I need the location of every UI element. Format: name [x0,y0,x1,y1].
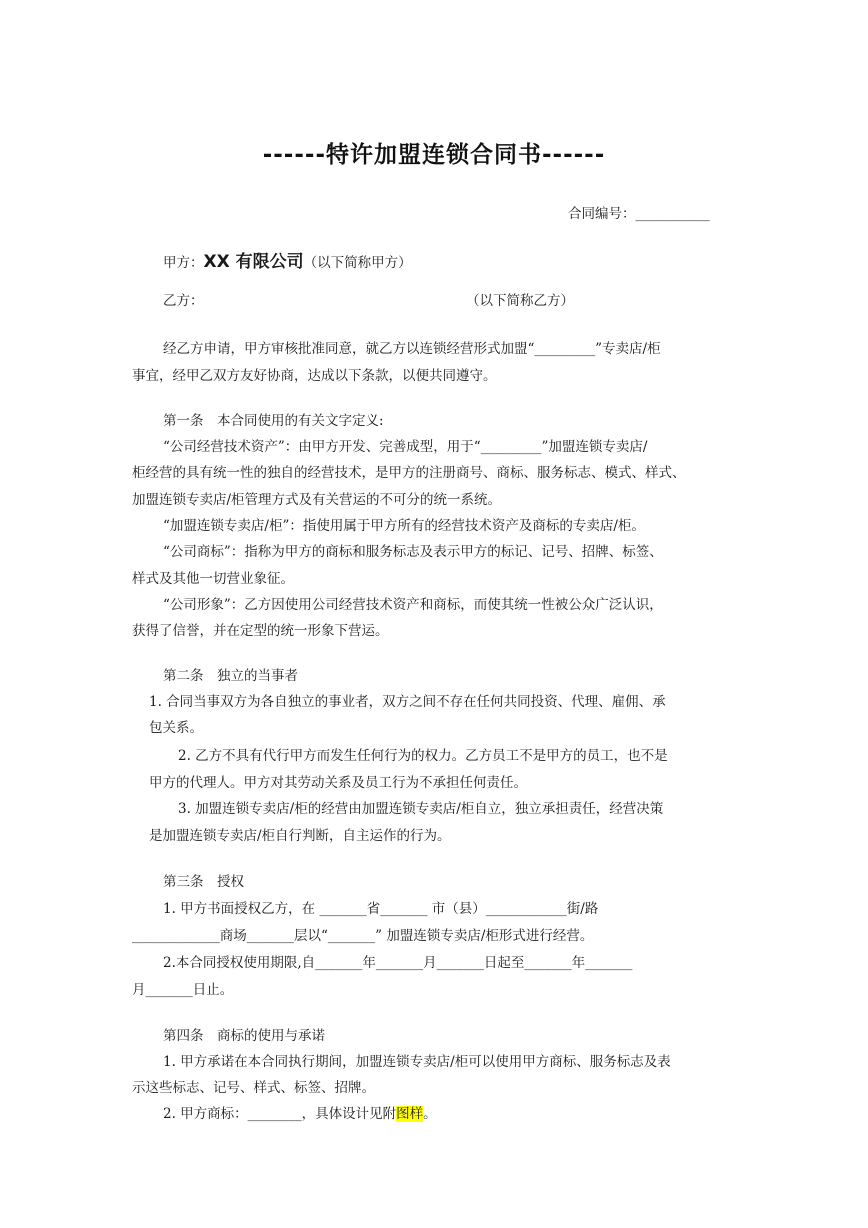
party-a-label: 甲方： [163,255,204,271]
article4-line: 示这些标志、记号、样式、标签、招牌。 [132,1080,375,1096]
intro-line: 经乙方申请，甲方审核批准同意，就乙方以连锁经营形式加盟“_________”专卖店/柜 [163,341,661,357]
article1-line: 加盟连锁专卖店/柜管理方式及有关营运的不可分的统一系统。 [132,492,502,508]
article2-line: 2. 乙方不具有代行甲方而发生任何行为的权力。乙方员工不是甲方的员工，也不是 [178,748,668,764]
article1-line: 柜经营的具有统一性的独自的经营技术，是甲方的注册商号、商标、服务标志、模式、样式、 [132,465,686,481]
article4-line3-end: 。 [423,1106,437,1122]
party-b-note: （以下简称乙方） [466,293,574,309]
article1-line: 样式及其他一切营业象征。 [132,571,294,587]
article2-line: 甲方的代理人。甲方对其劳动关系及员工行为不承担任何责任。 [149,775,527,791]
article1-line: “加盟连锁专卖店/柜”：指使用属于甲方所有的经营技术资产及商标的专卖店/柜。 [163,518,645,534]
article2-line: 1. 合同当事双方为各自独立的事业者，双方之间不存在任何共同投资、代理、雇佣、承 [149,694,666,710]
article3-line: _____________商场_______层以“_______” 加盟连锁专卖店/柜形式进行经营。 [132,928,594,944]
article2-line: 3. 加盟连锁专卖店/柜的经营由加盟连锁专卖店/柜自立，独立承担责任，经营决策 [178,801,664,817]
party-a-line [163,252,412,273]
article3-line: 月_______日止。 [132,982,234,998]
article1-heading: 第一条 本合同使用的有关文字定义: [163,413,384,429]
article1-line: 获得了信誉，并在定型的统一形象下营运。 [132,623,389,639]
party-a-note: （以下简称甲方） [303,255,412,271]
article4-heading: 第四条 商标的使用与承诺 [163,1028,325,1044]
article1-line: “公司商标”：指称为甲方的商标和服务标志及表示甲方的标记、记号、招牌、标签、 [163,544,663,560]
intro-line: 事宜，经甲乙双方友好协商，达成以下条款，以便共同遵守。 [132,368,497,384]
highlighted-text: 图样 [396,1106,424,1122]
article2-heading: 第二条 独立的当事者 [163,668,298,684]
article1-line: “公司经营技术资产”：由甲方开发、完善成型，用于“_________”加盟连锁专卖店/ [163,439,648,455]
article4-line [163,1104,437,1124]
article4-line3-text: 2. 甲方商标：________，具体设计见附 [163,1106,397,1122]
article1-line: “公司形象”：乙方因使用公司经营技术资产和商标，而使其统一性被公众广泛认识， [163,597,663,613]
article3-line: 1. 甲方书面授权乙方，在 _______省_______ 市（县）____________街/路 [163,901,599,917]
article3-heading: 第三条 授权 [163,874,244,890]
party-b-label: 乙方： [163,293,204,309]
contract-number: 合同编号：___________ [568,206,710,222]
article2-line: 包关系。 [149,720,203,736]
party-a-name: XX 有限公司 [203,252,304,272]
article3-line: 2.本合同授权使用期限,自_______年_______月_______日起至_______年_______ [163,955,633,971]
article2-line: 是加盟连锁专卖店/柜自行判断，自主运作的行为。 [149,828,451,844]
document-title: ------特许加盟连锁合同书------ [262,142,606,168]
article4-line: 1. 甲方承诺在本合同执行期间，加盟连锁专卖店/柜可以使用甲方商标、服务标志及表 [163,1054,671,1070]
